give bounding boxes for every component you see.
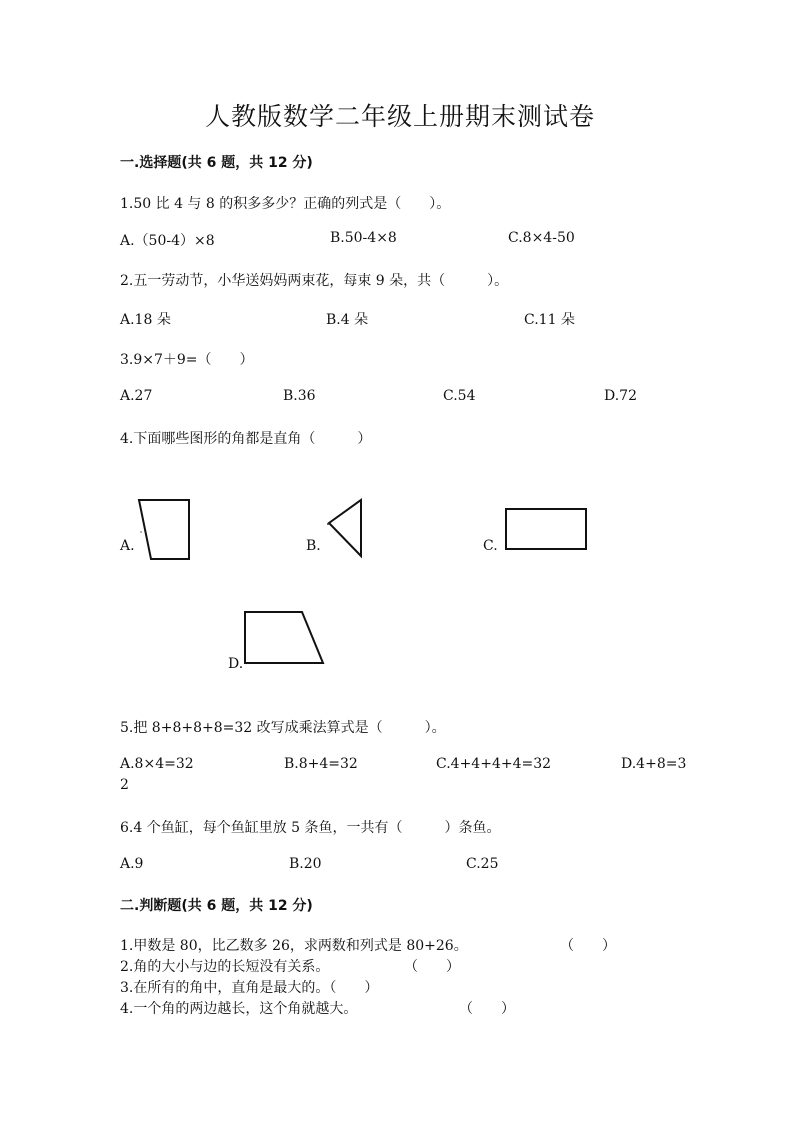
section-heading-choice: 一.选择题(共 6 题，共 12 分): [120, 155, 313, 171]
q4-option-c[interactable]: C.: [483, 538, 498, 554]
q3-option-b[interactable]: B.36: [283, 388, 316, 404]
section-heading-judgement: 二.判断题(共 6 题，共 12 分): [120, 898, 313, 914]
q3-option-a[interactable]: A.27: [120, 388, 153, 404]
judgement-blank-4[interactable]: （ ）: [459, 1001, 515, 1017]
question-5: 5.把 8+8+8+8=32 改写成乘法算式是（ ）。: [120, 720, 446, 736]
q3-option-d[interactable]: D.72: [604, 388, 637, 404]
judgement-blank-1[interactable]: （ ）: [560, 938, 616, 954]
q6-option-a[interactable]: A.9: [120, 856, 144, 872]
rectangle-c-figure: [500, 503, 592, 555]
q3-option-c[interactable]: C.54: [443, 388, 476, 404]
q1-option-c[interactable]: C.8×4-50: [508, 230, 575, 246]
judgement-item-3: 3.在所有的角中，直角是最大的。（ ）: [120, 980, 379, 996]
question-6: 6.4 个鱼缸，每个鱼缸里放 5 条鱼，一共有（ ）条鱼。: [120, 820, 501, 836]
q6-option-b[interactable]: B.20: [289, 856, 322, 872]
q5-option-d[interactable]: D.4+8=3: [621, 756, 687, 772]
page-title: 人教版数学二年级上册期末测试卷: [204, 102, 595, 131]
q1-option-b[interactable]: B.50-4×8: [330, 230, 397, 246]
q4-option-b[interactable]: B.: [306, 538, 321, 554]
question-1: 1.50 比 4 与 8 的积多多少？正确的列式是（ ）。: [120, 196, 451, 212]
q2-option-c[interactable]: C.11 朵: [524, 312, 575, 328]
q5-option-b[interactable]: B.8+4=32: [284, 756, 358, 772]
judgement-item-1: 1.甲数是 80，比乙数多 26，求两数和列式是 80+26。: [120, 938, 468, 954]
q2-option-b[interactable]: B.4 朵: [326, 312, 369, 328]
q5-option-a[interactable]: A.8×4=32: [120, 756, 194, 772]
trapezoid-a-figure: [135, 495, 195, 565]
triangle-b-figure: [323, 494, 368, 562]
q5-option-d-wrap: 2: [120, 777, 129, 793]
q4-option-d[interactable]: D.: [228, 656, 244, 672]
q2-option-a[interactable]: A.18 朵: [120, 312, 171, 328]
question-4: 4.下面哪些图形的角都是直角（ ）: [120, 431, 372, 447]
q5-option-c[interactable]: C.4+4+4+4=32: [436, 756, 552, 772]
judgement-item-2: 2.角的大小与边的长短没有关系。: [120, 959, 330, 975]
q6-option-c[interactable]: C.25: [466, 856, 499, 872]
q4-option-a[interactable]: A.: [120, 538, 135, 554]
q1-option-a[interactable]: A.（50-4）×8: [120, 233, 215, 249]
trapezoid-d-figure: [240, 606, 330, 670]
question-2: 2.五一劳动节，小华送妈妈两束花，每束 9 朵，共（ ）。: [120, 273, 509, 289]
question-3: 3.9×7＋9=（ ）: [120, 352, 254, 368]
judgement-item-4: 4.一个角的两边越长，这个角就越大。: [120, 1001, 358, 1017]
judgement-blank-2[interactable]: （ ）: [404, 959, 460, 975]
